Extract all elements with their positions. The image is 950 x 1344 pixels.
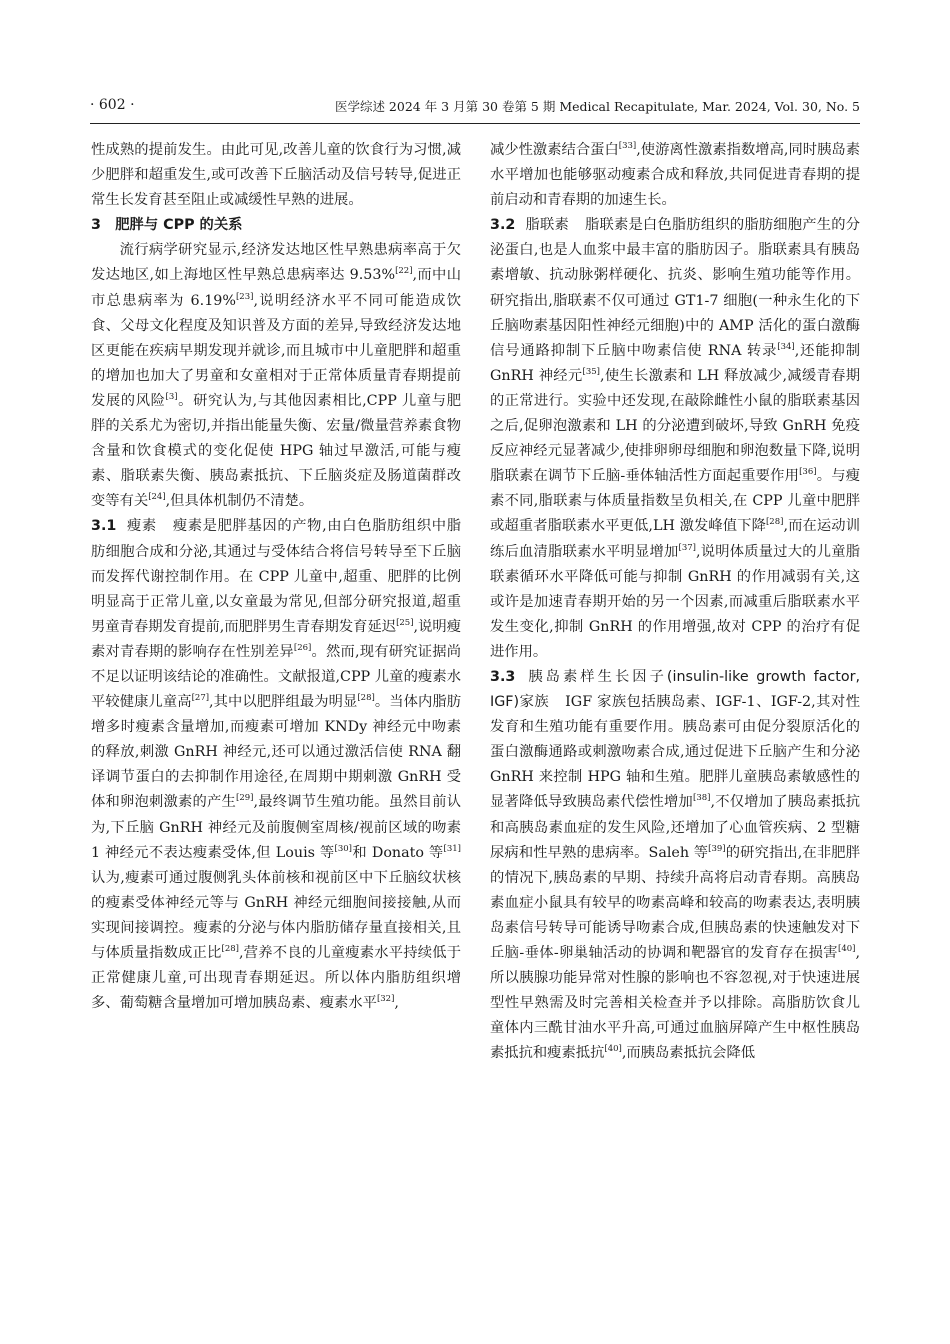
citation: [30] — [334, 843, 352, 854]
running-header — [90, 97, 860, 119]
paragraph-epidemiology: 流行病学研究显示,经济发达地区性早熟患病率高于欠发达地区,如上海地区性早熟总患病率达 9.53%[22],而中山市总患病率为 6.19%[23],说明经济水平不同可能造成饮食、父母文化程度及知识普及方面的差异,导致经济发达地区更能在疾病早期发现并就诊,而且城市中儿童肥胖和超重的增加也加大了男童和女童相对于正常体质量青春期提前发展的风险[3]。研究认为,与其他因素相比,CPP 儿童与肥胖的关系尤为密切,并指出能量失衡、宏量/微量营养素食物含量和饮食模式的变化促使 HPG 轴过早激活,可能与瘦素、脂联素失衡、胰岛素抵抗、下丘脑炎症及肠道菌群改变等有关[24],但具体机制仍不清楚。 — [91, 242, 462, 510]
citation: [32] — [376, 994, 395, 1005]
citation: [3] — [165, 392, 178, 403]
citation: [34] — [777, 341, 795, 352]
section-3-heading: 3 肥胖与 CPP 的关系 — [91, 217, 243, 234]
citation: [24] — [148, 492, 166, 503]
citation: [27] — [191, 693, 210, 704]
citation: [28] — [357, 693, 375, 704]
citation: [26] — [293, 643, 312, 654]
subsection-title: 胰岛素样生长因子(insulin-like growth factor, IGF)家族 — [490, 668, 860, 711]
right-column — [490, 138, 860, 1066]
subsection-3-1-leptin: 3.1 瘦素 瘦素是肥胖基因的产物,由白色脂肪组织中脂肪细胞合成和分泌,其通过与受体结合将信号转导至下丘脑而发挥代谢控制作用。在 CPP 儿童中,超重、肥胖的比例明显高于正常儿童,以女童最为常见,但部分研究报道,超重男童青春期发育提前,而肥胖男生青春期发育延迟[25],说明瘦素对青春期的影响存在性别差异[26]。然而,现有研究证据尚不足以证明该结论的准确性。文献报道,CPP 儿童的瘦素水平较健康儿童高[27],其中以肥胖组最为明显[28]。当体内脂肪增多时瘦素含量增加,而瘦素可增加 KNDy 神经元中吻素的释放,刺激 GnRH 神经元,还可以通过激活信使 RNA 翻译调节蛋白的去抑制作用途径,在周期中期刺激 GnRH 受体和卵泡刺激素的产生[29],最终调节生殖功能。虽然目前认为,下丘脑 GnRH 神经元及前腹侧室周核/视前区域的吻素 1 神经元不表达瘦素受体,但 Louis 等[30]和 Donato 等[31]认为,瘦素可通过腹侧乳头体前核和视前区中下丘脑纹状核的瘦素受体神经元等与 GnRH 神经元细胞间接接触,从而实现间接调控。瘦素的分泌与体内脂肪储存量直接相关,且与体质量指数成正比[28],营养不良的儿童瘦素水平持续低于正常健康儿童,可出现青春期延迟。所以体内脂肪组织增多、葡萄糖含量增加可增加胰岛素、瘦素水平[32], — [91, 518, 462, 1012]
citation: [29] — [236, 793, 254, 804]
subsection-number: 3.2 — [490, 217, 516, 234]
citation: [28] — [221, 944, 239, 955]
citation: [33] — [618, 141, 637, 152]
citation: [39] — [708, 843, 726, 854]
citation: [25] — [396, 618, 414, 629]
subsection-3-2-adiponectin: 3.2 脂联素 脂联素是白色脂肪组织的脂肪细胞产生的分泌蛋白,也是人血浆中最丰富的脂肪因子。脂联素具有胰岛素增敏、抗动脉粥样硬化、抗炎、影响生殖功能等作用。研究指出,脂联素不仅可通过 GT1-7 细胞(一种永生化的下丘脑吻素基因阳性神经元细胞)中的 AMP 活化的蛋白激酶信号通路抑制下丘脑中吻素信使 RNA 转录[34],还能抑制 GnRH 神经元[35],使生长激素和 LH 释放减少,减缓青春期的正常进行。实验中还发现,在敲除雌性小鼠的脂联素基因之后,促卵泡激素和 LH 的分泌遭到破坏,导致 GnRH 免疫反应神经元显著减少,使排卵卵母细胞和卵泡数量下降,说明脂联素在调节下丘脑-垂体轴活性方面起重要作用[36]。与瘦素不同,脂联素与体质量指数呈负相关,在 CPP 儿童中肥胖或超重者脂联素水平更低,LH 激发峰值下降[28],而在运动训练后血清脂联素水平明显增加[37],说明体质量过大的儿童脂联素循环水平降低可能与抑制 GnRH 的作用减弱有关,这或许是加速青春期开始的另一个因素,而减重后脂联素水平发生变化,抑制 GnRH 的作用增强,故对 CPP 的治疗有促进作用。 — [490, 217, 861, 660]
citation: [22] — [395, 266, 413, 277]
paragraph-continued: 性成熟的提前发生。由此可见,改善儿童的饮食行为习惯,减少肥胖和超重发生,或可改善下丘脑活动及信号转导,促进正常生长发育甚至阻止或减缓性早熟的进展。 — [91, 142, 461, 209]
citation: [40] — [838, 944, 856, 955]
journal-info: 医学综述 2024 年 3 月第 30 卷第 5 期 Medical Recapitulate, Mar. 2024, Vol. 30, No. 5 — [334, 99, 860, 114]
subsection-number: 3.3 — [490, 668, 516, 685]
subsection-title: 瘦素 — [126, 518, 157, 535]
citation: [28] — [765, 517, 784, 528]
citation: [31] — [443, 843, 461, 854]
citation: [37] — [678, 542, 696, 553]
subsection-number: 3.1 — [91, 518, 117, 535]
citation: [38] — [693, 793, 711, 804]
header-rule — [90, 123, 860, 124]
subsection-3-3-igf: 3.3 胰岛素样生长因子(insulin-like growth factor, IGF)家族 IGF 家族包括胰岛素、IGF-1、IGF-2,其对性发育和生殖功能有重要作用。胰岛素可由促分裂原活化的蛋白激酶通路或刺激吻素合成,通过促进下丘脑产生和分泌 GnRH 来控制 HPG 轴和生殖。肥胖儿童胰岛素敏感性的显著降低导致胰岛素代偿性增加[38],不仅增加了胰岛素抵抗和高胰岛素血症的发生风险,还增加了心血管疾病、2 型糖尿病和性早熟的患病率。Saleh 等[39]的研究指出,在非肥胖的情况下,胰岛素的早期、持续升高将启动青春期。高胰岛素血症小鼠具有较早的吻素高峰和较高的吻素表达,表明胰岛素信号转导可能诱导吻素合成,但胰岛素的快速触发对下丘脑-垂体-卵巢轴活动的协调和靶器官的发育存在损害[40],所以胰腺功能异常对性腺的影响也不容忽视,对于快速进展型性早熟需及时完善相关检查并予以排除。高脂肪饮食儿童体内三酰甘油水平升高,可通过血脑屏障产生中枢性胰岛素抵抗和瘦素抵抗[40],而胰岛素抵抗会降低 — [490, 668, 860, 1062]
page-number: · 602 · — [90, 97, 135, 113]
citation: [23] — [235, 291, 254, 302]
citation: [36] — [799, 467, 817, 478]
paragraph-continued-right: 减少性激素结合蛋白[33],使游离性激素指数增高,同时胰岛素水平增加也能够驱动瘦素合成和释放,共同促进青春期的提前启动和青春期的加速生长。 — [490, 141, 861, 209]
subsection-title: 脂联素 — [525, 217, 569, 234]
citation: [35] — [582, 367, 600, 378]
citation: [40] — [604, 1044, 622, 1055]
left-column — [91, 138, 461, 1016]
